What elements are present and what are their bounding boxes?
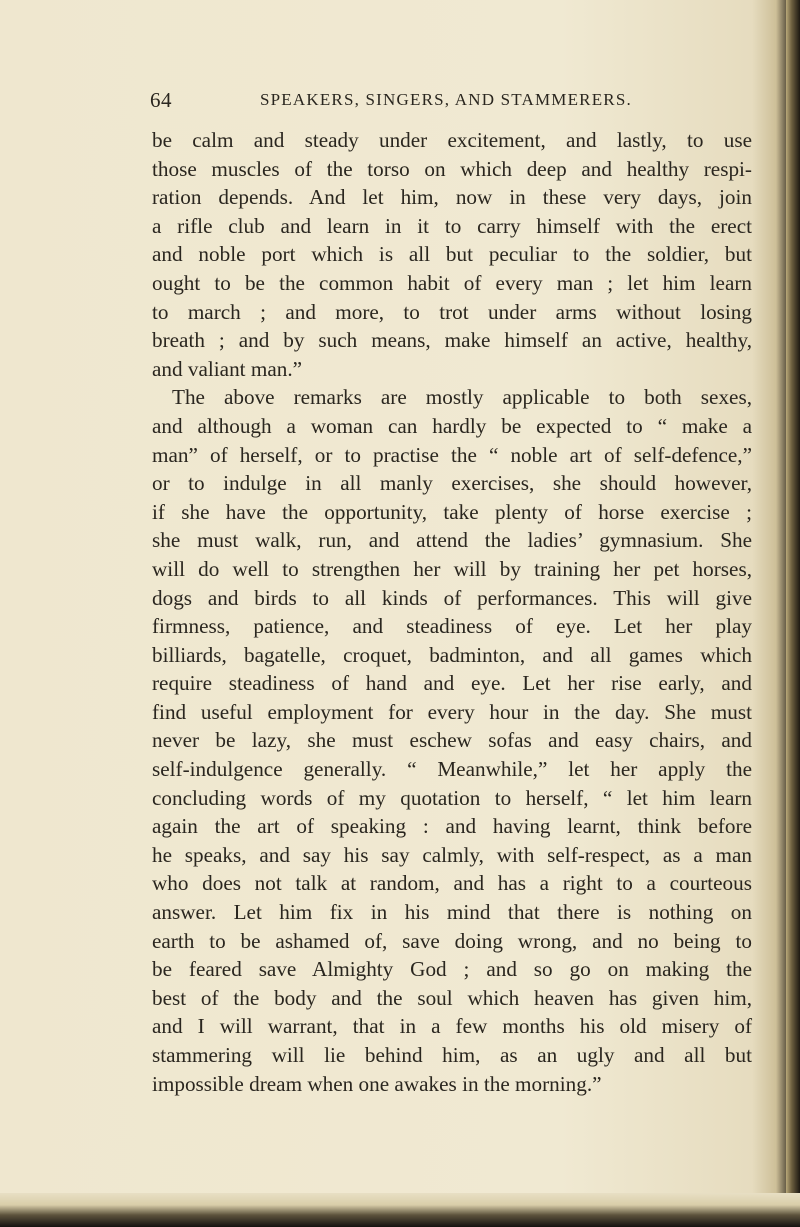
body-text: [152, 126, 752, 1098]
page-header: [150, 88, 750, 114]
text-line: and noble port which is all but peculiar to the soldier, but: [152, 242, 752, 267]
running-head: SPEAKERS, SINGERS, AND STAMMERERS.: [260, 90, 632, 109]
text-line: find useful employment for every hour in the day. She must: [152, 699, 752, 724]
text-line: and I will warrant, that in a few months his old misery of: [152, 1014, 752, 1039]
text-line: be feared save Almighty God ; and so go on making the: [152, 957, 752, 982]
text-line: best of the body and the soul which heaven has given him,: [152, 985, 752, 1010]
text-line: those muscles of the torso on which deep and healthy respi-: [152, 156, 752, 181]
page-number: 64: [150, 88, 172, 112]
text-line: and although a woman can hardly be expected to “ make a: [152, 413, 752, 438]
text-line: dogs and birds to all kinds of performances. This will give: [152, 585, 752, 610]
text-line: ration depends. And let him, now in these very days, join: [152, 185, 752, 210]
text-line: concluding words of my quotation to herself, “ let him learn: [152, 785, 752, 810]
text-line: breath ; and by such means, make himself an active, healthy,: [152, 328, 752, 353]
text-line: she must walk, run, and attend the ladies’ gymnasium. She: [152, 528, 752, 553]
text-line: impossible dream when one awakes in the morning.”: [152, 1071, 602, 1096]
text-line: to march ; and more, to trot under arms without losing: [152, 299, 752, 324]
text-line: and valiant man.”: [152, 356, 303, 381]
page-bottom-shadow: [0, 1193, 800, 1227]
text-line: who does not talk at random, and has a right to a courteous: [152, 871, 752, 896]
page-edge-shadow: [786, 0, 800, 1227]
text-line: he speaks, and say his say calmly, with self-respect, as a man: [152, 842, 752, 867]
text-line: never be lazy, she must eschew sofas and easy chairs, and: [152, 728, 752, 753]
text-line: a rifle club and learn in it to carry himself with the erect: [152, 213, 752, 238]
text-line: billiards, bagatelle, croquet, badminton, and all games which: [152, 642, 752, 667]
text-line: again the art of speaking : and having learnt, think before: [152, 814, 752, 839]
text-line: will do well to strengthen her will by training her pet horses,: [152, 556, 752, 581]
text-line: be calm and steady under excitement, and lastly, to use: [152, 128, 752, 152]
text-line: or to indulge in all manly exercises, she should however,: [152, 471, 752, 496]
text-line: answer. Let him fix in his mind that there is nothing on: [152, 900, 752, 925]
text-line: firmness, patience, and steadiness of eye. Let her play: [152, 614, 752, 639]
text-line: earth to be ashamed of, save doing wrong, and no being to: [152, 928, 752, 953]
paragraph-start-line: The above remarks are mostly applicable to both sexes,: [172, 385, 752, 410]
text-line: man” of herself, or to practise the “ noble art of self-defence,”: [152, 442, 752, 467]
text-line: ought to be the common habit of every man ; let him learn: [152, 270, 752, 295]
text-line: self-indulgence generally. “ Meanwhile,” let her apply the: [152, 757, 752, 782]
text-line: require steadiness of hand and eye. Let her rise early, and: [152, 671, 752, 696]
text-line: stammering will lie behind him, as an ugly and all but: [152, 1043, 752, 1067]
text-line: if she have the opportunity, take plenty of horse exercise ;: [152, 499, 752, 524]
